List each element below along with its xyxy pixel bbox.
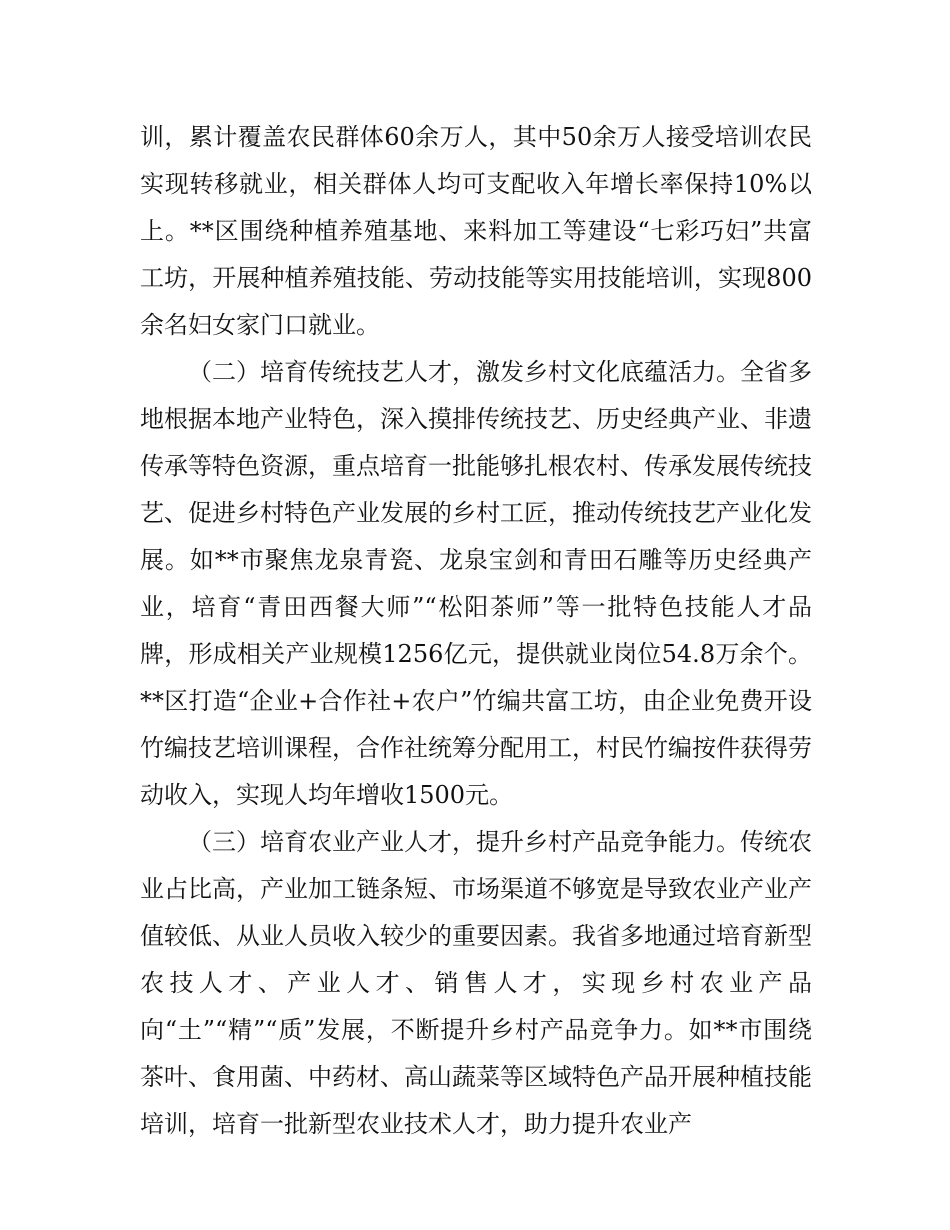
document-body	[140, 114, 812, 1148]
paragraph-section-three: （三）培育农业产业人才，提升乡村产品竞争能力。传统农业占比高，产业加工链条短、市场渠道不够宽是导致农业产业产值较低、从业人员收入较少的重要因素。我省多地通过培育新型农技人才、产业人才、销售人才，实现乡村农业产品向“土”“精”“质”发展，不断提升乡村产品竞争力。如**市围绕茶叶、食用菌、中药材、高山蔬菜等区域特色产品开展种植技能培训，培育一批新型农业技术人才，助力提升农业产	[140, 828, 812, 1138]
paragraph-continuation: 训，累计覆盖农民群体60余万人，其中50余万人接受培训农民实现转移就业，相关群体人均可支配收入年增长率保持10%以上。**区围绕种植养殖基地、来料加工等建设“七彩巧妇”共富工坊，开展种植养殖技能、劳动技能等实用技能培训，实现800余名妇女家门口就业。	[140, 123, 812, 339]
paragraph-section-two: （二）培育传统技艺人才，激发乡村文化底蕴活力。全省多地根据本地产业特色，深入摸排传统技艺、历史经典产业、非遗传承等特色资源，重点培育一批能够扎根农村、传承发展传统技艺、促进乡村特色产业发展的乡村工匠，推动传统技艺产业化发展。如**市聚焦龙泉青瓷、龙泉宝剑和青田石雕等历史经典产业，培育“青田西餐大师”“松阳茶师”等一批特色技能人才品牌，形成相关产业规模1256亿元，提供就业岗位54.8万余个。**区打造“企业+合作社+农户”竹编共富工坊，由企业免费开设竹编技艺培训课程，合作社统筹分配用工，村民竹编按件获得劳动收入，实现人均年增收1500元。	[140, 358, 812, 809]
